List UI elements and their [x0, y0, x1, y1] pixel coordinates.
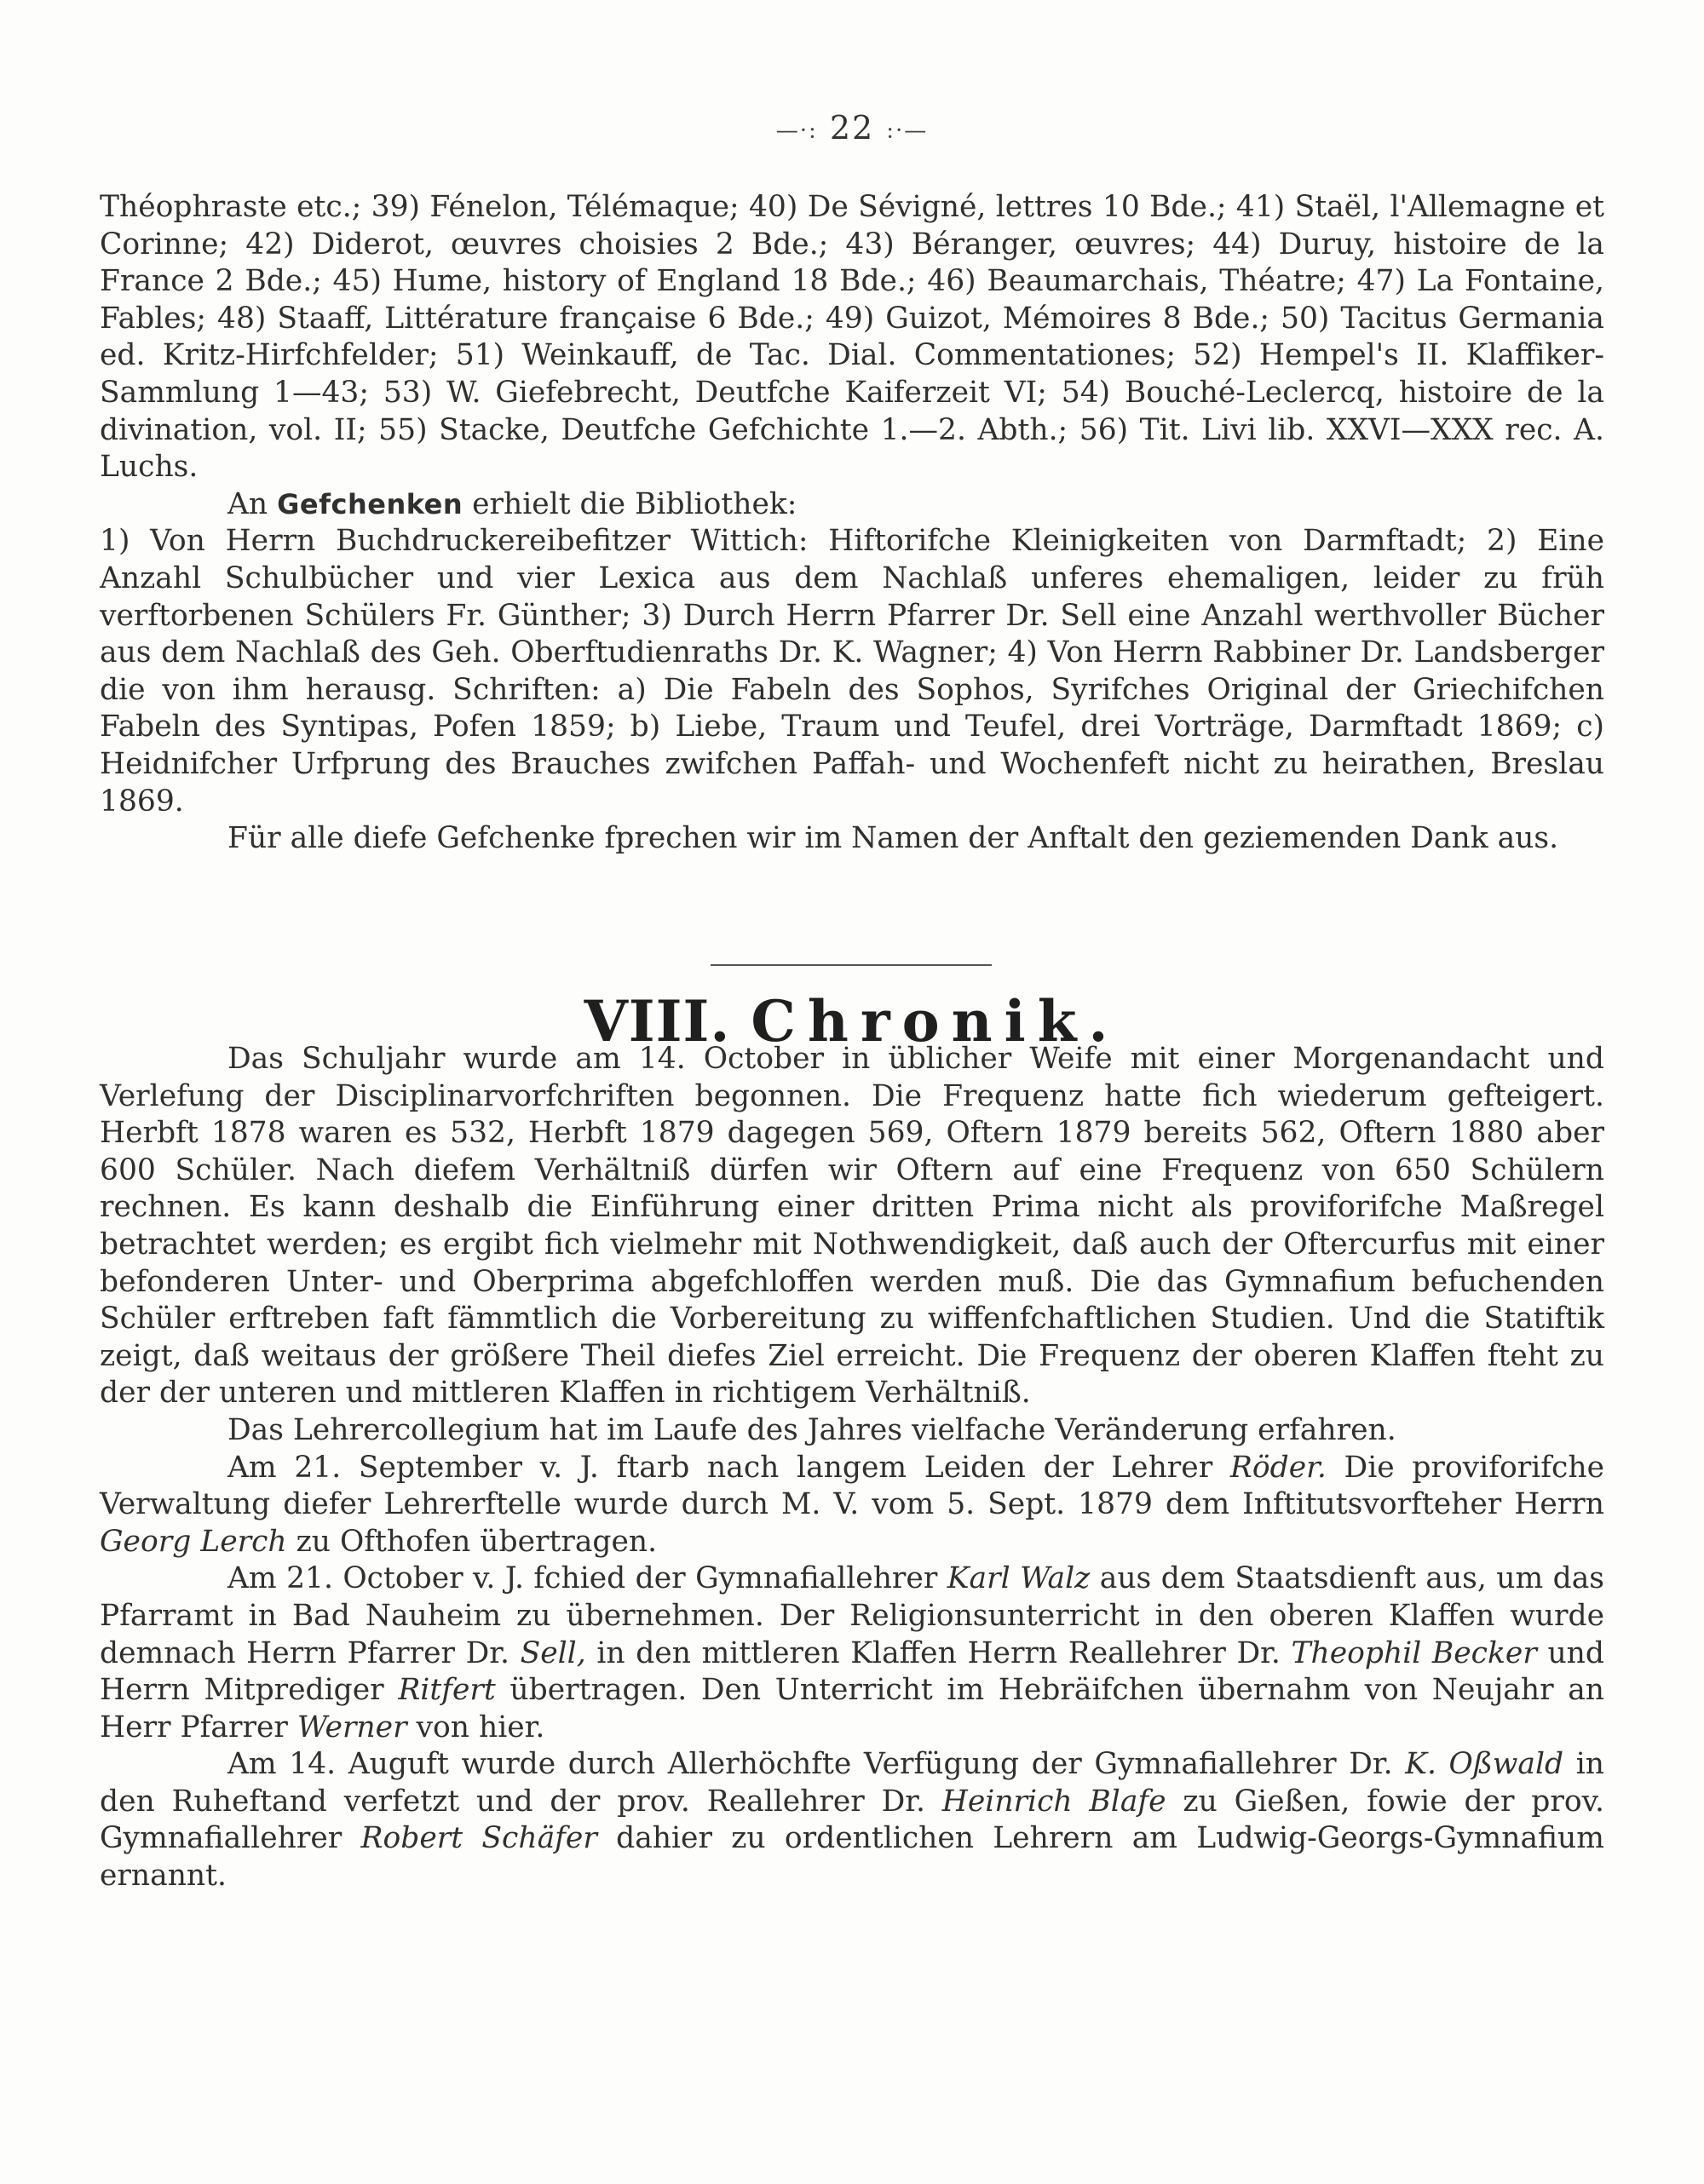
chapter-title: Chronik.	[751, 988, 1120, 1055]
person-name: Georg Lerch	[100, 1524, 287, 1559]
person-name: Werner	[296, 1710, 407, 1744]
page-header	[0, 109, 1704, 147]
person-name: Heinrich Blafe	[941, 1784, 1166, 1819]
gifts-heading-word: Gefchenken	[277, 487, 463, 520]
text-span: Am 21. September v. J. ftarb nach langem Leiden der Lehrer	[227, 1450, 1213, 1485]
person-name: Robert Schäfer	[360, 1821, 597, 1856]
person-name: K. Oßwald	[1405, 1747, 1564, 1782]
text-span: zu Gießen, fowie der prov. Gymnafiallehrer	[100, 1784, 1604, 1856]
text-span: aus dem Staatsdienft aus, um das Pfarramt in Bad Nauheim zu übernehmen. Der Religionsunterricht in den oberen Klaffen wurde demnach Herrn Pfarrer Dr.	[100, 1561, 1604, 1670]
page-number: 22	[829, 109, 875, 147]
person-name: Karl Walz	[947, 1561, 1091, 1596]
text-span: zu Ofthofen übertragen.	[296, 1524, 658, 1559]
text-span: in den mittleren Klaffen Herrn Reallehrer Dr.	[596, 1635, 1281, 1670]
library-section	[100, 189, 1604, 858]
chronik-paragraph-staff: Das Lehrercollegium hat im Laufe des Jahres vielfache Veränderung erfahren.	[227, 1412, 1396, 1447]
gifts-intro	[100, 486, 1604, 524]
thanks-paragraph: Für alle diefe Gefchenke fprechen wir im Namen der Anftalt den geziemenden Dank aus.	[227, 821, 1559, 856]
text-span: Die proviforifche Verwaltung diefer Lehrerftelle wurde durch M. V. vom 5. Sept. 1879 dem Inftitutsvorfteher Herrn	[100, 1450, 1605, 1522]
chronik-paragraph-frequency: Das Schuljahr wurde am 14. October in üblicher Weife mit einer Morgenandacht und Verlefung der Disciplinarvorfchriften begonnen. Die Frequenz hatte fich wiederum gefteigert. Herbft 1878 waren es 532, Herbft 1879 dagegen 569, Oftern 1879 bereits 562, Oftern 1880 aber 600 Schüler. Nach diefem Verhältniß dürfen wir Oftern auf eine Frequenz von 650 Schülern rechnen. Es kann deshalb die Einführung einer dritten Prima nicht als proviforifche Maßregel betrachtet werden; es ergibt fich vielmehr mit Nothwendigkeit, daß auch der Oftercurfus mit einer befonderen Unter- und Oberprima abgefchloffen werden muß. Die das Gymnafium befuchenden Schüler erftreben faft fämmtlich die Vorbereitung zu wiffenfchaftlichen Studien. Und die Statiftik zeigt, daß weitaus der größere Theil diefes Ziel erreicht. Die Frequenz der oberen Klaffen fteht zu der der unteren und mittleren Klaffen in richtigem Verhältniß.	[100, 1042, 1604, 1411]
text-span: dahier zu ordentlichen Lehrern am Ludwig-Georgs-Gymnafium ernannt.	[100, 1821, 1604, 1894]
person-name: Sell,	[520, 1635, 586, 1670]
text-span: übertragen. Den Unterricht im Hebräifchen übernahm von Neujahr an Herr Pfarrer	[100, 1673, 1604, 1744]
chronik-paragraph-roeder	[100, 1450, 1604, 1561]
header-left-ornament: —·:	[775, 118, 818, 144]
chapter-numeral: VIII.	[584, 988, 731, 1055]
gifts-intro-suffix: erhielt die Bibliothek:	[472, 486, 797, 521]
gifts-list: 1) Von Herrn Buchdruckereibefitzer Wittich: Hiftorifche Kleinigkeiten von Darmftadt; 2) Eine Anzahl Schulbücher und vier Lexica aus dem Nachlaß unferes ehemaligen, leider zu früh verftorbenen Schülers Fr. Günther; 3) Durch Herrn Pfarrer Dr. Sell eine Anzahl werthvoller Bücher aus dem Nachlaß des Geh. Oberftudienraths Dr. K. Wagner; 4) Von Herrn Rabbiner Dr. Landsberger die von ihm herausg. Schriften: a) Die Fabeln des Sophos, Syrifches Original der Griechifchen Fabeln des Syntipas, Pofen 1859; b) Liebe, Traum und Teufel, drei Vorträge, Darmftadt 1869; c) Heidnifcher Urfprung des Brauches zwifchen Paffah- und Wochenfeft nicht zu heirathen, Breslau 1869.	[100, 524, 1604, 819]
gifts-intro-prefix: An	[227, 486, 268, 521]
person-name: Theophil Becker	[1291, 1635, 1537, 1670]
text-span: von hier.	[416, 1710, 545, 1744]
chronik-paragraph-walz	[100, 1560, 1604, 1746]
person-name: Ritfert	[398, 1673, 496, 1708]
header-right-ornament: :·—	[886, 118, 929, 144]
text-span: Am 14. Auguft wurde durch Allerhöchfte Verfügung der Gymnafiallehrer Dr.	[227, 1747, 1393, 1782]
text-span: Am 21. October v. J. fchied der Gymnafiallehrer	[227, 1561, 938, 1596]
chronik-section	[100, 1041, 1604, 1895]
text-span: und Herrn Mitprediger	[100, 1635, 1604, 1708]
chronik-paragraph-oswald	[100, 1746, 1604, 1894]
text-span: in den Ruheftand verfetzt und der prov. Reallehrer Dr.	[100, 1747, 1604, 1819]
person-name: Röder.	[1229, 1450, 1327, 1485]
section-divider	[711, 964, 992, 966]
library-continued-list: Théophraste etc.; 39) Fénelon, Télémaque; 40) De Sévigné, lettres 10 Bde.; 41) Staël, l'Allemagne et Corinne; 42) Diderot, œuvres choisies 2 Bde.; 43) Béranger, œuvres; 44) Duruy, histoire de la France 2 Bde.; 45) Hume, history of England 18 Bde.; 46) Beaumarchais, Théatre; 47) La Fontaine, Fables; 48) Staaff, Littérature française 6 Bde.; 49) Guizot, Mémoires 8 Bde.; 50) Tacitus Germania ed. Kritz-Hirfchfelder; 51) Weinkauff, de Tac. Dial. Commentationes; 52) Hempel's II. Klaffiker-Sammlung 1—43; 53) W. Giefebrecht, Deutfche Kaiferzeit VI; 54) Bouché-Leclercq, histoire de la divination, vol. II; 55) Stacke, Deutfche Gefchichte 1.—2. Abth.; 56) Tit. Livi lib. XXVI—XXX rec. A. Luchs.	[100, 190, 1604, 485]
